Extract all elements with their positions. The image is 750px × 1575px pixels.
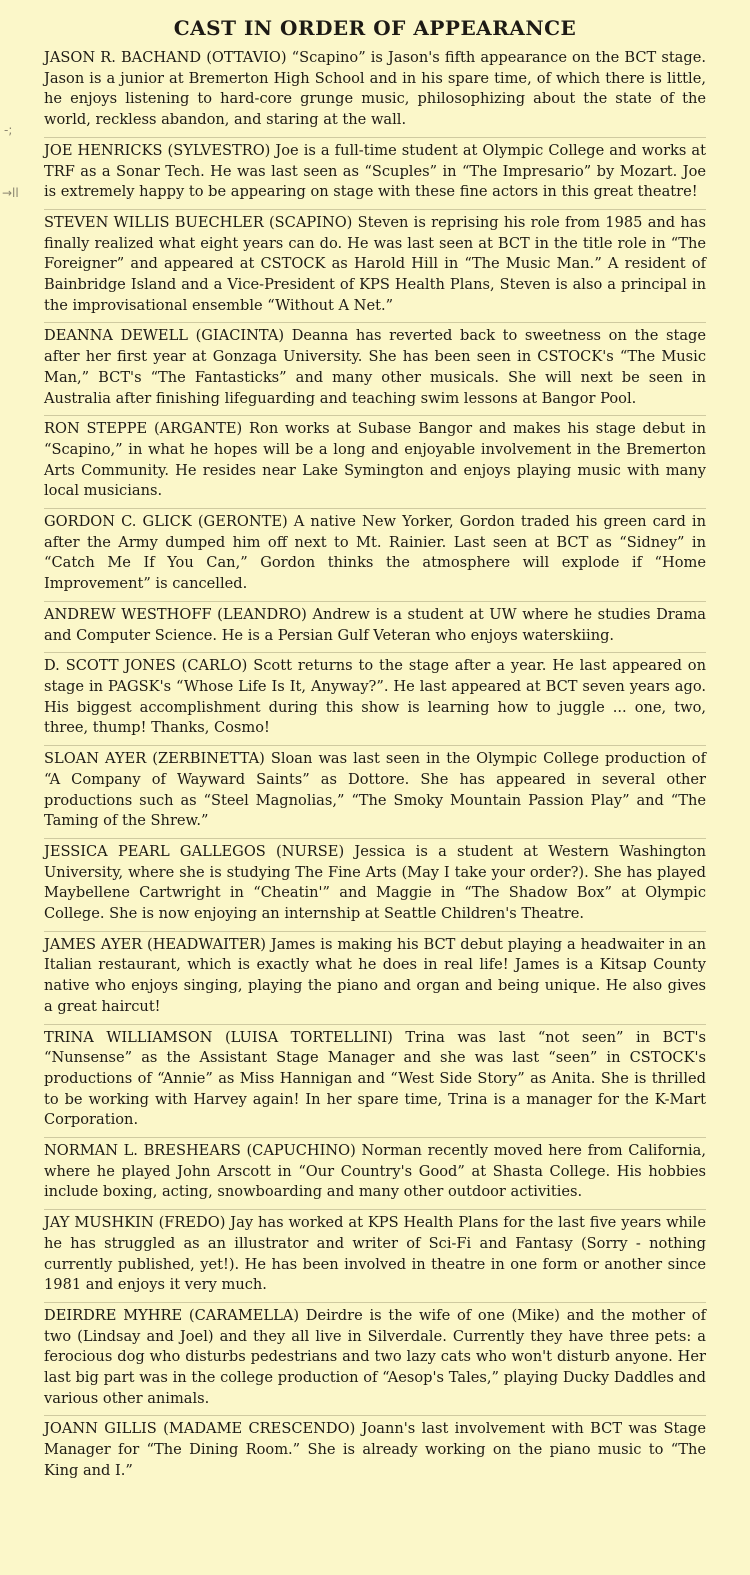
cast-bio-sloan-ayer: SLOAN AYER (ZERBINETTA) Sloan was last seen in the Olympic College production of “A Company of Wayward Saints” as Dottore. She has appeared in several other productions such as “Steel Magnolias,” “The Smoky Mountain Passion Play” and “The Taming of the Shrew.”: [44, 746, 706, 839]
cast-bio-deanna-dewell: DEANNA DEWELL (GIACINTA) Deanna has reverted back to sweetness on the stage after her first year at Gonzaga University. She has been seen in CSTOCK's “The Music Man,” BCT's “The Fantasticks” and many other musicals. She will next be seen in Australia after finishing lifeguarding and teaching swim lessons at Bangor Pool.: [44, 323, 706, 416]
cast-bio-joann-gillis: JOANN GILLIS (MADAME CRESCENDO) Joann's last involvement with BCT was Stage Manager for “The Dining Room.” She is already working on the piano music to “The King and I.”: [44, 1420, 706, 1479]
margin-mark: -;: [4, 123, 13, 137]
cast-bio-steven-buechler: STEVEN WILLIS BUECHLER (SCAPINO) Steven is reprising his role from 1985 and has finally realized what eight years can do. He was last seen at BCT in the title role in “The Foreigner” and appeared at CSTOCK as Harold Hill in “The Music Man.” A resident of Bainbridge Island and a Vice-President of KPS Health Plans, Steven is also a principal in the improvisational ensemble “Without A Net.”: [44, 210, 706, 324]
cast-bio-trina-williamson: TRINA WILLIAMSON (LUISA TORTELLINI) Trina was last “not seen” in BCT's “Nunsense” as the Assistant Stage Manager and she was last “seen” in CSTOCK's productions of “Annie” as Miss Hannigan and “West Side Story” as Anita. She is thrilled to be working with Harvey again! In her spare time, Trina is a manager for the K-Mart Corporation.: [44, 1025, 706, 1139]
cast-bio-norman-breshears: NORMAN L. BRESHEARS (CAPUCHINO) Norman recently moved here from California, where he played John Arscott in “Our Country's Good” at Shasta College. His hobbies include boxing, acting, snowboarding and many other outdoor activities.: [44, 1138, 706, 1210]
cast-bio-james-ayer: JAMES AYER (HEADWAITER) James is making his BCT debut playing a headwaiter in an Italian restaurant, which is exactly what he does in real life! James is a Kitsap County native who enjoys singing, playing the piano and organ and being unique. He also gives a great haircut!: [44, 932, 706, 1025]
cast-bio-jay-mushkin: JAY MUSHKIN (FREDO) Jay has worked at KPS Health Plans for the last five years while he has struggled as an illustrator and writer of Sci-Fi and Fantasy (Sorry - nothing currently published, yet!). He has been involved in theatre in one form or another since 1981 and enjoys it very much.: [44, 1210, 706, 1303]
cast-bio-deirdre-myhre: DEIRDRE MYHRE (CARAMELLA) Deirdre is the wife of one (Mike) and the mother of two (Lindsay and Joel) and they all live in Silverdale. Currently they have three pets: a ferocious dog who disturbs pedestrians and two lazy cats who won't disturb anyone. Her last big part was in the college production of “Aesop's Tales,” playing Ducky Daddles and various other animals.: [44, 1303, 706, 1417]
cast-bio-ron-steppe: RON STEPPE (ARGANTE) Ron works at Subase Bangor and makes his stage debut in “Scapino,” in what he hopes will be a long and enjoyable involvement in the Bremerton Arts Community. He resides near Lake Symington and enjoys playing music with many local musicians.: [44, 416, 706, 509]
margin-mark: →ll: [2, 186, 19, 200]
page-title: CAST IN ORDER OF APPEARANCE: [173, 16, 577, 40]
cast-bio-gordon-glick: GORDON C. GLICK (GERONTE) A native New Yorker, Gordon traded his green card in after the Army dumped him off next to Mt. Rainier. Last seen at BCT as “Sidney” in “Catch Me If You Can,” Gordon thinks the atmosphere will explode if “Home Improvement” is cancelled.: [44, 509, 706, 602]
cast-bio-andrew-westhoff: ANDREW WESTHOFF (LEANDRO) Andrew is a student at UW where he studies Drama and Computer Science. He is a Persian Gulf Veteran who enjoys waterskiing.: [44, 602, 706, 653]
cast-bio-jason-bachand: JASON R. BACHAND (OTTAVIO) “Scapino” is Jason's fifth appearance on the BCT stage. Jason is a junior at Bremerton High School and in his spare time, of which there is little, he enjoys listening to hard-core grunge music, philosophizing about the state of the world, reckless abandon, and staring at the wall.: [44, 45, 706, 138]
cast-bio-scott-jones: D. SCOTT JONES (CARLO) Scott returns to the stage after a year. He last appeared on stage in PAGSK's “Whose Life Is It, Anyway?”. He last appeared at BCT seven years ago. His biggest accomplishment during this show is learning how to juggle ... one, two, three, thump! Thanks, Cosmo!: [44, 653, 706, 746]
cast-bio-jessica-gallegos: JESSICA PEARL GALLEGOS (NURSE) Jessica is a student at Western Washington University, where she is studying The Fine Arts (May I take your order?). She has played Maybellene Cartwright in “Cheatin'” and Maggie in “The Shadow Box” at Olympic College. She is now enjoying an internship at Seattle Children's Theatre.: [44, 839, 706, 932]
cast-list-page: [44, 14, 706, 1488]
cast-bio-joe-henricks: JOE HENRICKS (SYLVESTRO) Joe is a full-time student at Olympic College and works at TRF as a Sonar Tech. He was last seen as “Scuples” in “The Impresario” by Mozart. Joe is extremely happy to be appearing on stage with these fine actors in this great theatre!: [44, 138, 706, 210]
bio-list: [44, 45, 706, 1488]
